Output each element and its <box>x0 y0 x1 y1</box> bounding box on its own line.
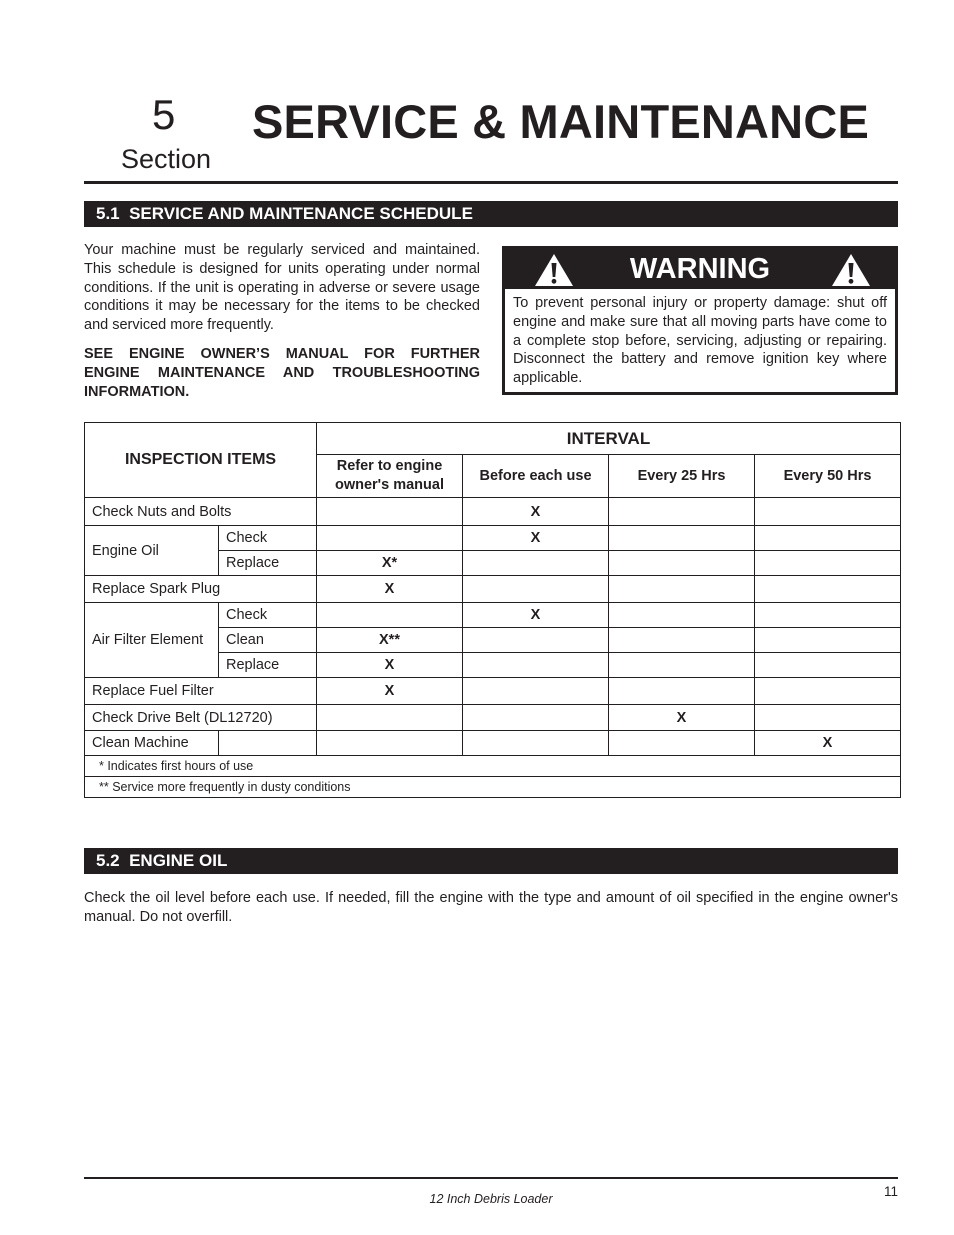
item-cell: Clean Machine <box>85 731 219 756</box>
section-heading-5-1: SERVICE AND MAINTENANCE SCHEDULE <box>129 204 473 223</box>
column-header: Every 25 Hrs <box>609 455 755 498</box>
mark-cell <box>755 498 901 526</box>
section-number-5-2: 5.2 <box>96 851 120 870</box>
interval-header: INTERVAL <box>317 423 901 455</box>
mark-cell <box>463 551 609 576</box>
warning-triangle-icon <box>831 253 871 287</box>
table-row <box>85 603 901 628</box>
subitem-cell: Check <box>219 526 317 551</box>
mark-cell <box>463 705 609 731</box>
subitem-cell: Check <box>219 603 317 628</box>
schedule-intro: Your machine must be regularly serviced and maintained. This schedule is designed for units operating under normal conditions. If the unit is operating in adverse or severe usage conditions it may be necessary for the items to be checked and serviced more frequently. <box>84 242 480 334</box>
mark-cell <box>609 731 755 756</box>
item-cell: Check Nuts and Bolts <box>85 498 317 526</box>
column-header: Refer to engine owner's manual <box>317 455 463 498</box>
mark-cell <box>755 551 901 576</box>
table-row <box>85 498 901 526</box>
mark-cell <box>755 705 901 731</box>
title-rule <box>84 181 898 184</box>
footnote: ** Service more frequently in dusty conditions <box>85 777 901 798</box>
mark-cell <box>463 731 609 756</box>
footnote-row <box>85 777 901 798</box>
mark-cell: X <box>755 731 901 756</box>
mark-cell <box>755 603 901 628</box>
subitem-cell: Replace <box>219 653 317 678</box>
item-cell: Replace Fuel Filter <box>85 678 317 705</box>
page-title: SERVICE & MAINTENANCE <box>252 95 870 148</box>
subitem-cell: Clean <box>219 628 317 653</box>
table-row <box>85 526 901 551</box>
mark-cell <box>463 678 609 705</box>
page-number: 11 <box>883 1184 898 1199</box>
mark-cell <box>755 576 901 603</box>
warning-label: WARNING <box>629 253 771 285</box>
item-cell: Air Filter Element <box>85 603 219 678</box>
mark-cell <box>609 678 755 705</box>
mark-cell <box>463 576 609 603</box>
section-number: 5 <box>152 91 176 138</box>
mark-cell: X <box>609 705 755 731</box>
mark-cell <box>609 526 755 551</box>
column-header: Before each use <box>463 455 609 498</box>
engine-oil-text: Check the oil level before each use. If needed, fill the engine with the type and amount of oil specified in the engine owner's manual. Do not overfill. <box>84 890 898 925</box>
mark-cell: X <box>463 526 609 551</box>
mark-cell <box>317 603 463 628</box>
column-header: Every 50 Hrs <box>755 455 901 498</box>
footnote-row <box>85 756 901 777</box>
mark-cell <box>609 551 755 576</box>
mark-cell: X <box>317 576 463 603</box>
mark-cell <box>755 628 901 653</box>
table-row <box>85 678 901 705</box>
section-number-5-1: 5.1 <box>96 204 120 223</box>
section-bar-5-1 <box>84 201 898 227</box>
mark-cell: X* <box>317 551 463 576</box>
mark-cell <box>609 498 755 526</box>
mark-cell: X <box>463 498 609 526</box>
mark-cell <box>609 576 755 603</box>
footer-title: 12 Inch Debris Loader <box>429 1192 553 1206</box>
section-bar-5-2 <box>84 848 898 874</box>
warning-text: To prevent personal injury or property damage: shut off engine and make sure that all moving parts have come to a complete stop before, servicing, adjusting or repairing. Disconnect the battery and remove ignition key where applicable. <box>513 295 887 387</box>
section-heading-5-2: ENGINE OIL <box>129 851 228 870</box>
maintenance-schedule-table <box>84 422 901 798</box>
mark-cell <box>317 705 463 731</box>
mark-cell <box>755 678 901 705</box>
subitem-cell: Replace <box>219 551 317 576</box>
mark-cell <box>317 731 463 756</box>
mark-cell: X <box>463 603 609 628</box>
inspection-items-header: INSPECTION ITEMS <box>85 423 317 498</box>
footnote: * Indicates first hours of use <box>85 756 901 777</box>
item-cell: Replace Spark Plug <box>85 576 317 603</box>
section-word: Section <box>121 144 212 174</box>
mark-cell <box>609 628 755 653</box>
mark-cell <box>609 603 755 628</box>
table-header-row <box>85 423 901 455</box>
mark-cell <box>317 526 463 551</box>
table-row <box>85 731 901 756</box>
warning-box <box>502 246 898 395</box>
mark-cell <box>755 653 901 678</box>
mark-cell <box>463 653 609 678</box>
mark-cell <box>317 498 463 526</box>
item-cell: Engine Oil <box>85 526 219 576</box>
table-row <box>85 576 901 603</box>
item-cell: Check Drive Belt (DL12720) <box>85 705 317 731</box>
table-row <box>85 705 901 731</box>
mark-cell <box>463 628 609 653</box>
mark-cell <box>755 526 901 551</box>
mark-cell: X <box>317 653 463 678</box>
footer-rule <box>84 1177 898 1179</box>
warning-header <box>505 249 895 289</box>
mark-cell: X <box>317 678 463 705</box>
mark-cell: X** <box>317 628 463 653</box>
engine-manual-note: SEE ENGINE OWNER’S MANUAL FOR FURTHER ENGINE MAINTENANCE AND TROUBLESHOOTING INFORMATION. <box>84 346 480 400</box>
empty-subitem-cell <box>219 731 317 756</box>
mark-cell <box>609 653 755 678</box>
